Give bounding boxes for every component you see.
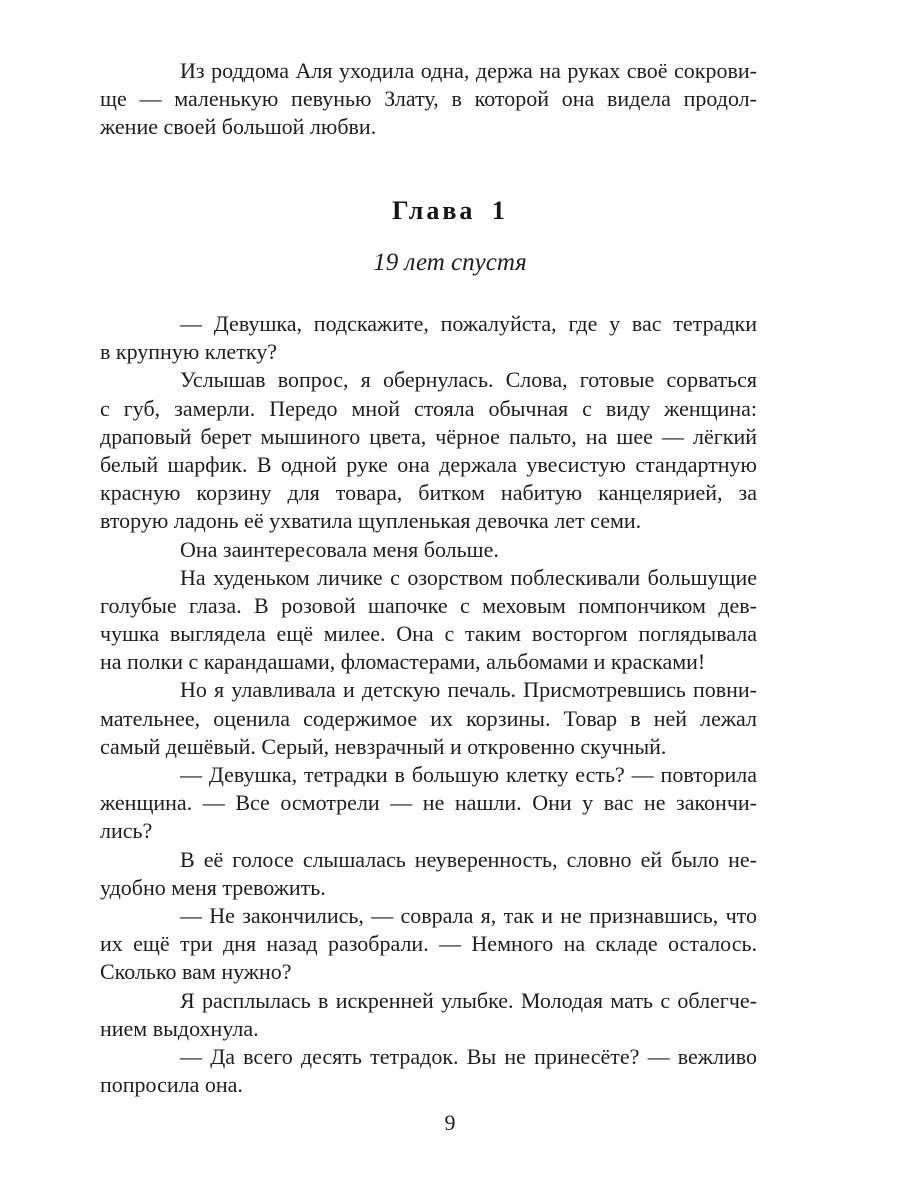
text-line: В её голосе слышалась неуверенность, словно ей было не- <box>180 846 757 872</box>
paragraph <box>100 310 757 366</box>
text-line: Услышав вопрос, я обернулась. Слова, готовые сорваться <box>180 367 757 393</box>
text-line: жение своей большой любви. <box>100 114 377 140</box>
text-line: Но я улавливала и детскую печаль. Присмотревшись повни- <box>180 677 757 703</box>
text-line: — Девушка, подскажите, пожалуйста, где у вас тетрадки <box>180 311 757 336</box>
paragraph <box>100 676 757 761</box>
text-line: в крупную клетку? <box>100 339 277 365</box>
chapter-title: Глава 1 <box>392 196 508 225</box>
text-line: — Девушка, тетрадки в большую клетку есть? — повторила <box>180 762 757 787</box>
intro-paragraph <box>100 57 757 142</box>
text-line: — Не закончились, — соврала я, так и не признавшись, что <box>180 902 757 928</box>
paragraph <box>100 564 757 677</box>
page-number: 9 <box>444 1110 456 1135</box>
paragraph <box>100 902 757 987</box>
text-line: голубые глаза. В розовой шапочке с меховым помпончиком дев- <box>100 592 757 618</box>
text-line: ще — маленькую певунью Злату, в которой она видела продол- <box>100 86 757 112</box>
text-line: Сколько вам нужно? <box>100 959 292 985</box>
text-line: белый шарфик. В одной руке она держала увесистую стандартную <box>100 451 757 477</box>
text-line: их ещё три дня назад разобрали. — Немного на складе осталось. <box>100 931 757 957</box>
text-line: вторую ладонь её ухватила щупленькая девочка лет семи. <box>100 508 642 534</box>
text-line: на полки с карандашами, фломастерами, альбомами и красками! <box>100 649 706 675</box>
paragraph <box>100 761 757 846</box>
text-line: красную корзину для товара, битком набитую канцелярией, за <box>100 480 757 506</box>
text-line: удобно меня тревожить. <box>100 874 326 900</box>
paragraph <box>100 366 757 535</box>
text-line: женщина. — Все осмотрели — не нашли. Они у вас не закончи- <box>100 790 757 816</box>
paragraph <box>100 987 757 1043</box>
text-line: нием выдохнула. <box>100 1015 259 1041</box>
text-line: На худеньком личике с озорством поблескивали большущие <box>180 564 757 590</box>
text-line: мательнее, оценила содержимое их корзины. Товар в ней лежал <box>100 705 757 731</box>
paragraph <box>100 846 757 902</box>
text-line: чушка выглядела ещё милее. Она с таким восторгом поглядывала <box>100 621 757 647</box>
text-line: самый дешёвый. Серый, невзрачный и откровенно скучный. <box>100 733 667 759</box>
text-line: Она заинтересовала меня больше. <box>180 536 499 562</box>
text-line: Я расплылась в искренней улыбке. Молодая мать с облегче- <box>180 987 757 1013</box>
text-line: лись? <box>100 818 153 844</box>
text-line: с губ, замерли. Передо мной стояла обычная с виду женщина: <box>100 395 757 421</box>
body-text <box>100 310 757 1099</box>
chapter-subtitle: 19 лет спустя <box>373 249 527 276</box>
text-line: — Да всего десять тетрадок. Вы не принесёте? — вежливо <box>180 1043 757 1069</box>
paragraph <box>100 536 757 564</box>
text-line: попросила она. <box>100 1072 243 1098</box>
text-line: Из роддома Аля уходила одна, держа на руках своё сокрови- <box>180 58 757 83</box>
text-line: драповый берет мышиного цвета, чёрное пальто, на шее — лёгкий <box>100 423 757 449</box>
paragraph <box>100 1043 757 1099</box>
